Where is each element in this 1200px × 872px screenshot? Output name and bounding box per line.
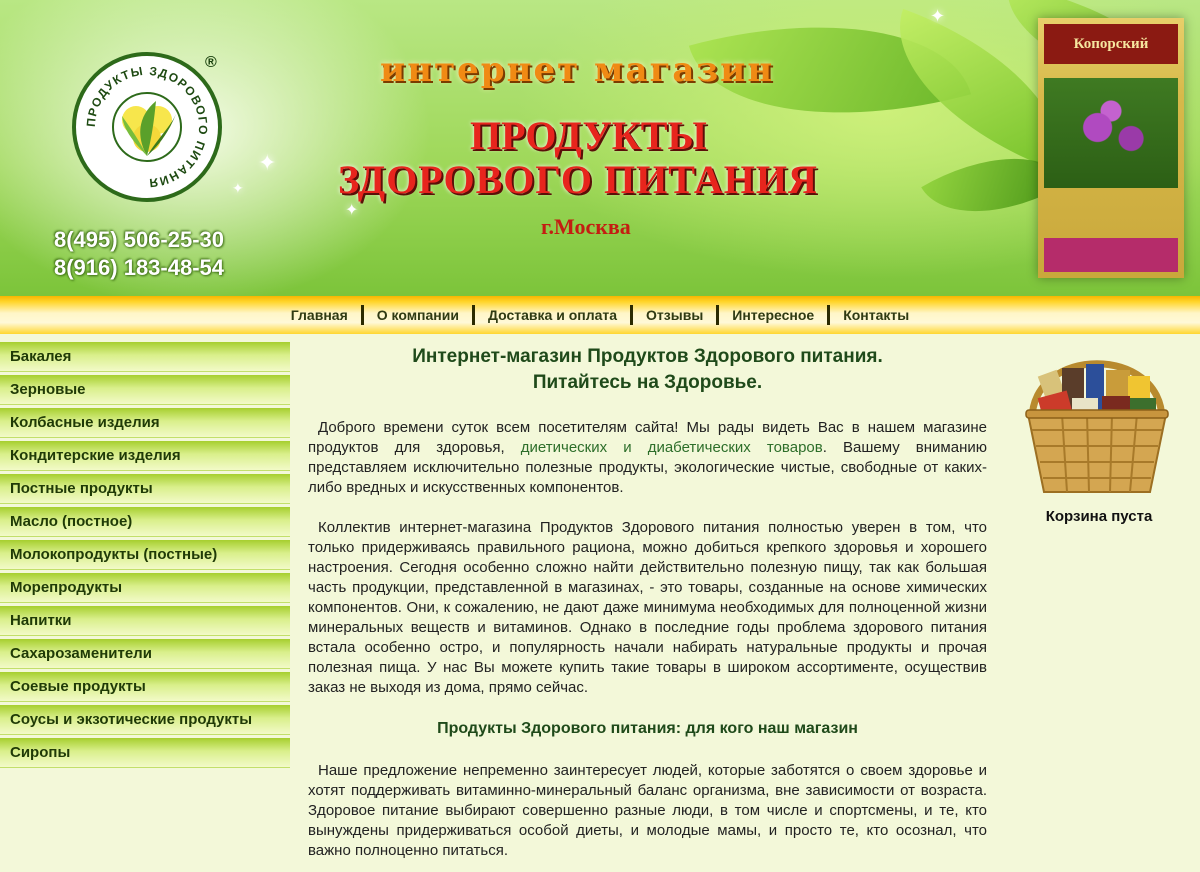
logo-emblem-icon <box>76 56 218 198</box>
basket-icon[interactable] <box>1022 350 1172 500</box>
nav-item-contacts[interactable]: Контакты <box>843 307 910 323</box>
header-tagline: интернет магазин <box>380 50 775 90</box>
sparkle-icon: ✦ <box>232 180 244 196</box>
sidebar-item-sweeteners[interactable]: Сахарозаменители <box>0 639 290 669</box>
site-header <box>0 0 1200 296</box>
sparkle-icon: ✦ <box>345 202 359 219</box>
cart-status-label: Корзина пуста <box>1045 508 1153 525</box>
sidebar-item-grocery[interactable]: Бакалея <box>0 342 290 372</box>
sidebar-item-dairy[interactable]: Молокопродукты (постные) <box>0 540 290 570</box>
shopping-cart[interactable] <box>1016 350 1182 525</box>
registered-mark: ® <box>205 54 217 71</box>
site-logo[interactable] <box>72 52 222 202</box>
product-brand-label: Копорский <box>1044 24 1178 64</box>
sparkle-icon: ✦ <box>258 150 277 175</box>
phone-number[interactable]: 8(916) 183-48-54 <box>54 255 225 280</box>
sidebar-item-seafood[interactable]: Морепродукты <box>0 573 290 603</box>
phone-list <box>54 226 224 282</box>
audience-paragraph: Наше предложение непременно заинтересует людей, которые заботятся о своем здоровье и хотят поддерживать витаминно-минеральный баланс организма, вне зависимости от возраста. Здоровое питание выбирают совершенно разные люди, в том числе и спортсмены, и те, кто вынуждены придерживаться особой диеты, и молодые мамы, и просто те, кто осознал, что важно полноценно питаться. <box>308 762 987 859</box>
category-sidebar <box>0 342 290 771</box>
sidebar-item-soy[interactable]: Соевые продукты <box>0 672 290 702</box>
nav-item-reviews[interactable]: Отзывы <box>646 307 704 323</box>
sidebar-item-syrups[interactable]: Сиропы <box>0 738 290 768</box>
sidebar-item-lenten[interactable]: Постные продукты <box>0 474 290 504</box>
page-title-line1: Интернет-магазин Продуктов Здорового питания. <box>412 346 883 367</box>
logo-ring-text: ПРОДУКТЫ ЗДОРОВОГО ПИТАНИЯ <box>83 63 211 191</box>
product-flower-picture <box>1044 78 1178 188</box>
main-content <box>308 342 987 861</box>
nav-item-about[interactable]: О компании <box>376 307 459 323</box>
sidebar-item-sauces[interactable]: Соусы и экзотические продукты <box>0 705 290 735</box>
intro-text-start: Доброго времени суток всем посетителям сайта! Мы рады видеть Вас в нашем магазине продуктов для здоровья, <box>308 419 987 456</box>
sidebar-item-drinks[interactable]: Напитки <box>0 606 290 636</box>
product-bottom-band <box>1044 238 1178 272</box>
intro-paragraph <box>308 418 987 498</box>
top-navigation <box>0 296 1200 334</box>
nav-item-home[interactable]: Главная <box>290 307 348 323</box>
header-title-line2: ЗДОРОВОГО ПИТАНИЯ <box>338 157 818 202</box>
sidebar-item-confectionery[interactable]: Кондитерские изделия <box>0 441 290 471</box>
nav-item-interesting[interactable]: Интересное <box>732 307 815 323</box>
product-package-image <box>1038 18 1184 278</box>
sparkle-icon: ✦ <box>930 6 946 26</box>
intro-text-end: . Вашему вниманию представляем исключительно полезные продукты, экологические чистые, свободные от каких-либо вредных и искусственных компонентов. <box>308 439 987 496</box>
about-paragraph: Коллектив интернет-магазина Продуктов Здорового питания полностью уверен в том, что только придерживаясь правильного рациона, можно добиться крепкого здоровья и хорошего настроения. Сегодня особенно сложно найти действительно полезную пищу, так как большая часть продукции, представленной в магазинах, - это товары, созданные на основе химических компонентов. Они, к сожалению, не дают даже минимума необходимых для полноценной жизни минеральных веществ и витаминов. Однако в последние годы проблема здорового питания встала особенно остро, и популярность начали набирать натуральные продукты и прочая полезная пища. У нас Вы можете купить такие товары в широком ассортименте, осуществив заказ не выходя из дома, прямо сейчас. <box>308 519 987 696</box>
sidebar-item-grains[interactable]: Зерновые <box>0 375 290 405</box>
section-heading: Продукты Здорового питания: для кого наш магазин <box>437 720 858 737</box>
header-title-line1: ПРОДУКТЫ <box>470 113 707 158</box>
page-title-line2: Питайтесь на Здоровье. <box>532 372 763 393</box>
sidebar-item-oil[interactable]: Масло (постное) <box>0 507 290 537</box>
sidebar-item-sausages[interactable]: Колбасные изделия <box>0 408 290 438</box>
diet-products-link[interactable]: диетических и диабетических товаров <box>520 439 823 456</box>
phone-number[interactable]: 8(495) 506-25-30 <box>54 227 225 252</box>
page-title <box>308 344 987 396</box>
nav-item-delivery[interactable]: Доставка и оплата <box>487 307 618 323</box>
header-city: г.Москва <box>541 214 631 239</box>
